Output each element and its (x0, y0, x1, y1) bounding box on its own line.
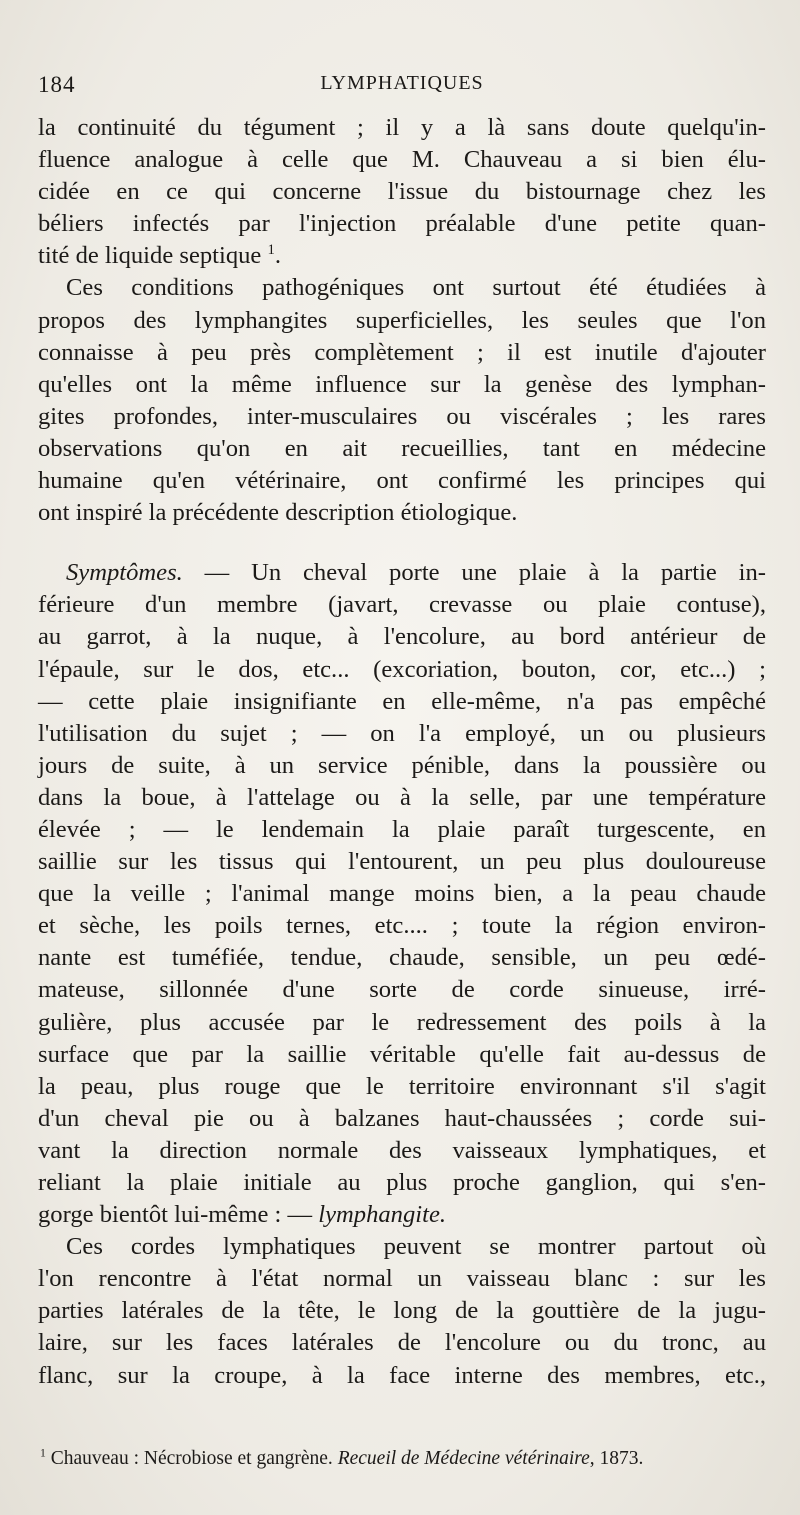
footnote-source: Recueil de Médecine vétérinaire (337, 1448, 590, 1469)
text-line: observations qu'on en ait recueillies, tant en médecine (38, 434, 766, 462)
text-line: mateuse, sillonnée d'une sorte de corde sinueuse, irré- (38, 976, 766, 1004)
text-line: que la veille ; l'animal mange moins bien, a la peau chaude (38, 880, 766, 908)
paragraph-1 (38, 112, 766, 272)
page-number: 184 (38, 72, 76, 97)
section-heading: Symptômes. (66, 559, 183, 587)
text-line: humaine qu'en vétérinaire, ont confirmé les principes qui (38, 467, 766, 495)
text-line: flanc, sur la croupe, à la face interne des membres, etc., (38, 1361, 766, 1389)
text-line (38, 557, 766, 589)
text-line: laire, sur les faces latérales de l'encolure ou du tronc, au (38, 1329, 766, 1357)
paragraph-symptomes (38, 557, 766, 1231)
body-text (38, 112, 766, 1392)
text-line: fluence analogue à celle que M. Chauveau a si bien élu- (38, 146, 766, 174)
italic-term: lymphangite. (318, 1201, 447, 1229)
text-line: férieure d'un membre (javart, crevasse ou plaie contuse), (38, 591, 766, 619)
paragraph-4 (38, 1231, 766, 1391)
text-line: et sèche, les poils ternes, etc.... ; toute la région environ- (38, 912, 766, 940)
text-line: cidée en ce qui concerne l'issue du bistournage chez les (38, 178, 766, 206)
text-fragment: . (274, 242, 282, 270)
text-line (38, 240, 766, 272)
text-line: parties latérales de la tête, le long de la gouttière de la jugu- (38, 1297, 766, 1325)
footnote (40, 1446, 766, 1472)
text-fragment: — Un cheval porte une plaie à la partie in- (182, 559, 766, 587)
text-line: ont inspiré la précédente description étiologique. (38, 499, 518, 527)
text-line: élevée ; — le lendemain la plaie paraît turgescente, en (38, 815, 766, 843)
text-line: dans la boue, à l'attelage ou à la selle, par une température (38, 783, 766, 811)
text-line: l'on rencontre à l'état normal un vaisseau blanc : sur les (38, 1265, 766, 1293)
text-fragment: tité de liquide septique (38, 242, 262, 270)
text-line: connaisse à peu près complètement ; il est inutile d'ajouter (38, 338, 766, 366)
text-line: l'utilisation du sujet ; — on l'a employé, un ou plusieurs (38, 719, 766, 747)
footnote-marker: 1 (267, 242, 275, 259)
running-head: LYMPHATIQUES (320, 72, 484, 94)
section-gap (38, 529, 766, 557)
footnote-year: , 1873. (589, 1448, 644, 1469)
text-line: Ces conditions pathogéniques ont surtout été étudiées à (66, 274, 766, 302)
text-line: gites profondes, inter-musculaires ou viscérales ; les rares (38, 402, 766, 430)
text-line: jours de suite, à un service pénible, dans la poussière ou (38, 751, 766, 779)
paragraph-2 (38, 272, 766, 529)
footnote-text: Chauveau : Nécrobiose et gangrène. (50, 1448, 338, 1469)
text-line: la continuité du tégument ; il y a là sans doute quelqu'in- (38, 114, 766, 141)
text-line: vant la direction normale des vaisseaux lymphatiques, et (38, 1136, 766, 1164)
text-line (38, 1199, 766, 1231)
text-line: — cette plaie insignifiante en elle-même, n'a pas empêché (38, 687, 766, 715)
text-line: au garrot, à la nuque, à l'encolure, au bord antérieur de (38, 623, 766, 651)
text-line: surface que par la saillie véritable qu'elle fait au-dessus de (38, 1040, 766, 1068)
text-line: reliant la plaie initiale au plus proche ganglion, qui s'en- (38, 1169, 766, 1196)
text-line: d'un cheval pie ou à balzanes haut-chaussées ; corde sui- (38, 1104, 766, 1132)
text-line: gulière, plus accusée par le redressement des poils à la (38, 1008, 766, 1036)
text-fragment: gorge bientôt lui-même : — (38, 1201, 319, 1229)
text-line: qu'elles ont la même influence sur la genèse des lymphan- (38, 370, 766, 398)
text-line: l'épaule, sur le dos, etc... (excoriation, bouton, cor, etc...) ; (38, 655, 766, 683)
page-header (38, 72, 766, 102)
text-line: nante est tuméfiée, tendue, chaude, sensible, un peu œdé- (38, 944, 766, 972)
text-line: la peau, plus rouge que le territoire environnant s'il s'agit (38, 1072, 766, 1100)
text-line: béliers infectés par l'injection préalable d'une petite quan- (38, 210, 766, 238)
footnote-marker: 1 (40, 1446, 46, 1460)
text-line: saillie sur les tissus qui l'entourent, un peu plus douloureuse (38, 848, 766, 876)
text-line: propos des lymphangites superficielles, les seules que l'on (38, 306, 766, 334)
text-line: Ces cordes lymphatiques peuvent se montrer partout où (66, 1233, 766, 1261)
